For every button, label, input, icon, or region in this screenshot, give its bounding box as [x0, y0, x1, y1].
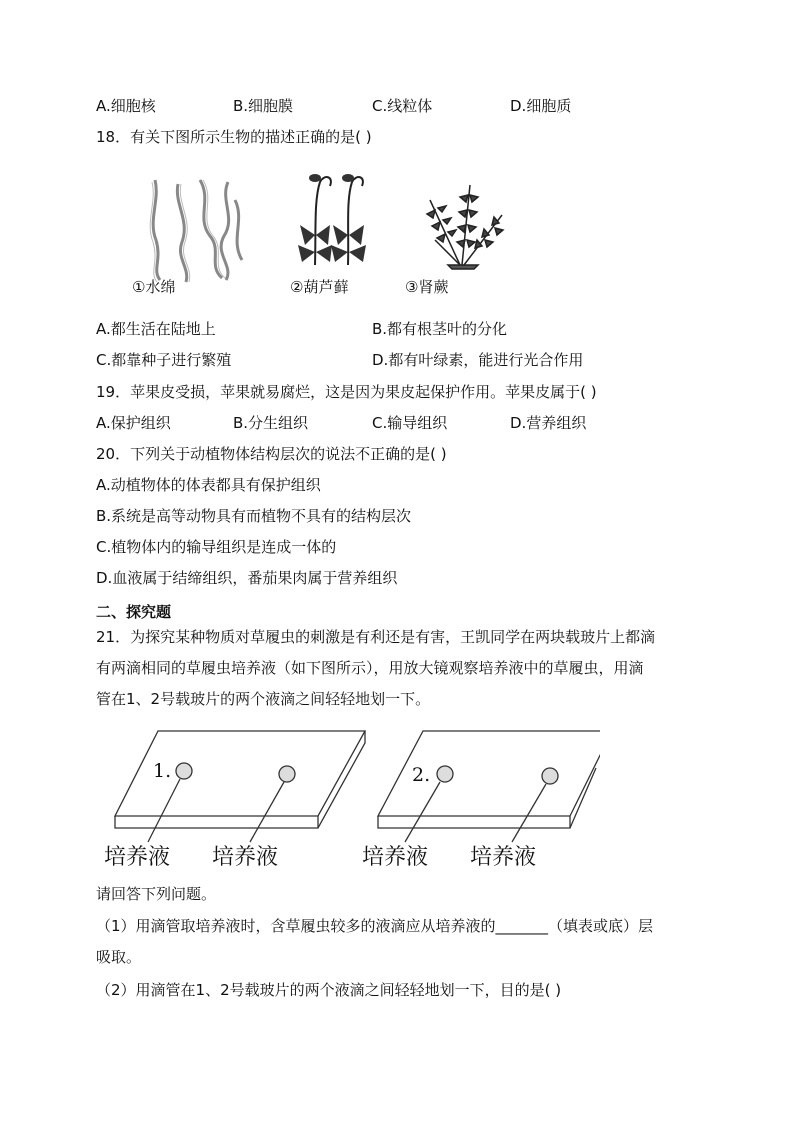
q18-option-c: C.都靠种子进行繁殖	[96, 351, 232, 369]
slide1-left-label: 培养液	[104, 845, 171, 870]
label-spirogyra: ①水绵	[132, 278, 176, 296]
moss-leaves	[298, 174, 366, 262]
q21-prompt: 请回答下列问题。	[96, 885, 217, 903]
q19-option-a: A.保护组织	[96, 414, 171, 432]
q18-option-d: D.都有叶绿素，能进行光合作用	[372, 351, 584, 369]
q18-stem: 18．有关下图所示生物的描述正确的是( )	[96, 128, 372, 146]
slide-number-2: 2.	[412, 764, 431, 786]
q21-stem-line-2: 有两滴相同的草履虫培养液（如下图所示），用放大镜观察培养液中的草履虫，用滴	[96, 659, 644, 677]
q17-option-b: B.细胞膜	[233, 97, 294, 115]
q21-sub1-line-1: （1）用滴管取培养液时，含草履虫较多的液滴应从培养液的_______（填表或底）层	[96, 917, 654, 935]
q21-sub1-line-2: 吸取。	[96, 948, 142, 966]
slide2-right-label: 培养液	[470, 845, 537, 870]
q17-option-c: C.线粒体	[372, 97, 433, 115]
fern-drawing	[427, 185, 503, 269]
slides-figure	[100, 728, 600, 873]
q19-option-c: C.输导组织	[372, 414, 448, 432]
q21-sub2: （2）用滴管在1、2号载玻片的两个液滴之间轻轻地划一下，目的是( )	[96, 981, 562, 999]
q19-stem: 19．苹果皮受损，苹果就易腐烂，这是因为果皮起保护作用。苹果皮属于( )	[96, 383, 597, 401]
q20-option-d: D.血液属于结缔组织，番茄果肉属于营养组织	[96, 569, 398, 587]
section-title: 二、探究题	[96, 603, 172, 621]
slide2-left-label: 培养液	[362, 845, 429, 870]
q18-option-a: A.都生活在陆地上	[96, 320, 216, 338]
q17-option-d: D.细胞质	[510, 97, 572, 115]
slide-number-1: 1.	[153, 760, 172, 782]
q20-stem: 20．下列关于动植物体结构层次的说法不正确的是( )	[96, 445, 447, 463]
q18-figure	[130, 170, 520, 300]
label-fern: ③肾蕨	[405, 278, 449, 296]
label-moss: ②葫芦藓	[290, 278, 349, 296]
q20-option-c: C.植物体内的输导组织是连成一体的	[96, 538, 337, 556]
q21-stem-line-1: 21．为探究某种物质对草履虫的刺激是有利还是有害，王凯同学在两块载玻片上都滴	[96, 628, 656, 646]
q17-option-a: A.细胞核	[96, 97, 156, 115]
q19-option-d: D.营养组织	[510, 414, 587, 432]
q18-option-b: B.都有根茎叶的分化	[372, 320, 508, 338]
q20-option-a: A.动植物体的体表都具有保护组织	[96, 476, 321, 494]
q20-option-b: B.系统是高等动物具有而植物不具有的结构层次	[96, 507, 412, 525]
q19-option-b: B.分生组织	[233, 414, 309, 432]
spirogyra-drawing	[153, 180, 242, 282]
q21-stem-line-3: 管在1、2号载玻片的两个液滴之间轻轻地划一下。	[96, 690, 431, 708]
slide1-right-label: 培养液	[212, 845, 279, 870]
